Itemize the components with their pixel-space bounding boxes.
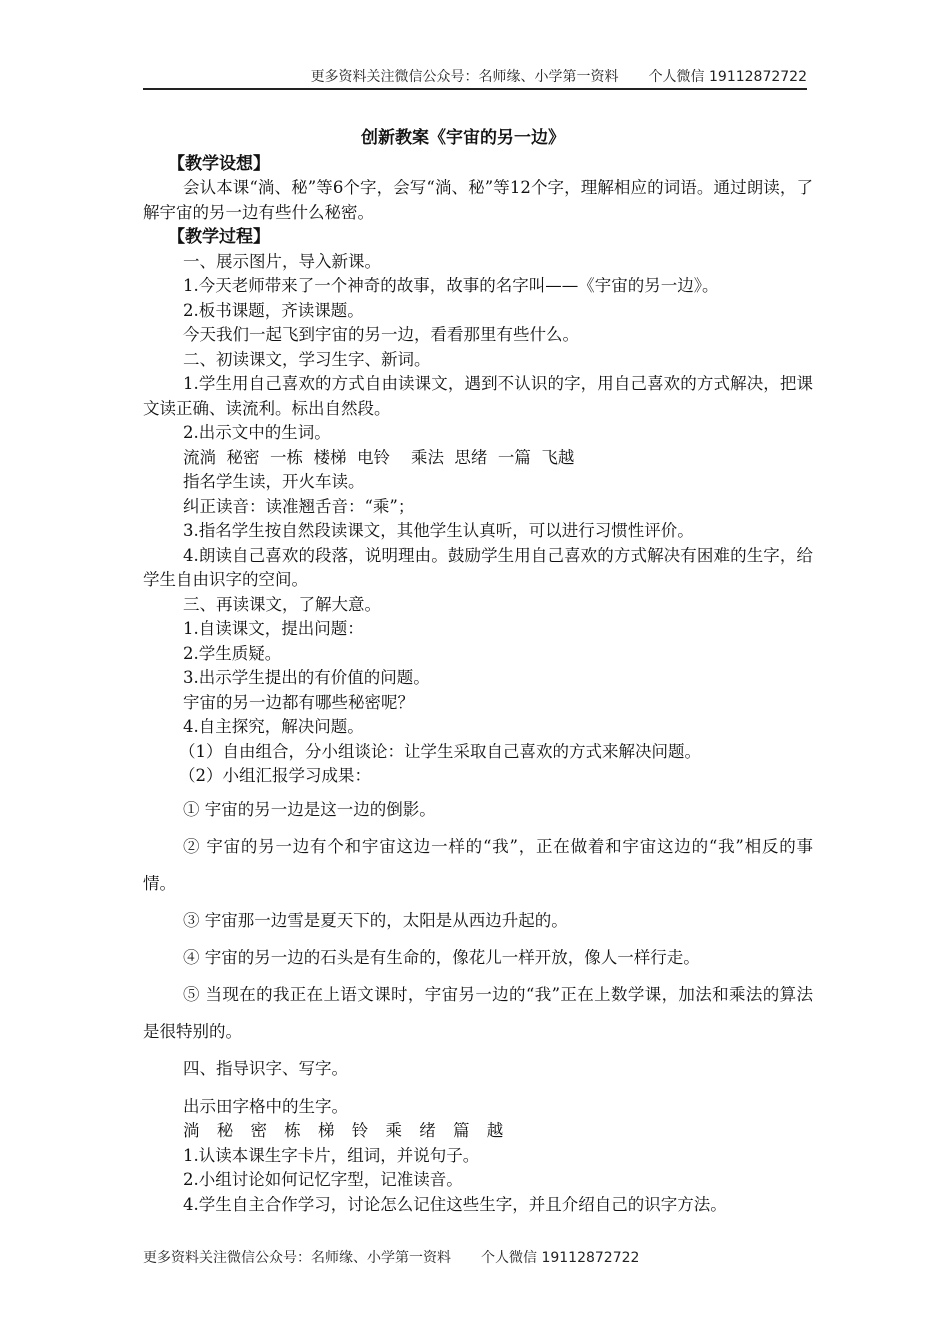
document-body [143,126,813,1217]
process-line: 指名学生读，开火车读。 [183,472,365,491]
character-list: 淌 秘 密 栋 梯 铃 乘 绪 篇 越 [183,1121,507,1140]
tail-line: 2.小组讨论如何记忆字型，记准读音。 [183,1170,463,1189]
process-line: 三、再读课文，了解大意。 [183,594,381,614]
result-item: ② 宇宙的另一边有个和宇宙这边一样的“我”，正在做着和宇宙这边的“我”相反的事情。 [143,836,813,893]
footer-right-text: 个人微信 19112872722 [481,1250,640,1266]
result-item: ① 宇宙的另一边是这一边的倒影。 [183,799,436,819]
process-line: 2.学生质疑。 [183,643,282,663]
process-line: 宇宙的另一边都有哪些秘密呢？ [183,692,414,712]
process-line: 1.学生用自己喜欢的方式自由读课文，遇到不认识的字，用自己喜欢的方式解决，把课文读正确、读流利。标出自然段。 [143,374,813,418]
tail-line: 4.学生自主合作学习，讨论怎么记住这些生字，并且介绍自己的识字方法。 [183,1194,727,1214]
document-title: 创新教案《宇宙的另一边》 [361,128,565,148]
process-line: 今天我们一起飞到宇宙的另一边，看看那里有些什么。 [183,325,579,344]
process-line: 纠正读音：读准翘舌音：“乘”； [183,496,415,516]
process-line: 1.自读课文，提出问题： [183,619,364,638]
process-line: 2.出示文中的生词。 [183,423,331,442]
process-line: 3.指名学生按自然段读课文，其他学生认真听，可以进行习惯性评价。 [183,521,694,540]
process-line: （1）自由组合，分小组谈论：让学生采取自己喜欢的方式来解决问题。 [179,741,701,761]
process-line: 1.今天老师带来了一个神奇的故事，故事的名字叫——《宇宙的另一边》。 [183,276,719,295]
header-right-text: 个人微信 19112872722 [648,69,807,85]
page-footer [143,1247,639,1267]
tail-line: 1.认读本课生字卡片，组词，并说句子。 [183,1145,480,1165]
result-item: ④ 宇宙的另一边的石头是有生命的，像花儿一样开放，像人一样行走。 [183,947,700,967]
process-line: 2.板书课题，齐读课题。 [183,300,364,320]
step-heading: 四、指导识字、写字。 [183,1058,348,1078]
header-divider [143,88,807,90]
process-line: 4.自主探究，解决问题。 [183,717,364,736]
process-line: 3.出示学生提出的有价值的问题。 [183,668,430,687]
section-heading-process: 【教学过程】 [168,227,270,247]
footer-left-text: 更多资料关注微信公众号：名师缘、小学第一资料 [143,1250,451,1266]
design-paragraph: 会认本课“淌、秘”等6个字，会写“淌、秘”等12个字，理解相应的词语。通过朗读，了解宇宙的另一边有些什么秘密。 [143,178,813,222]
process-line: 4.朗读自己喜欢的段落，说明理由。鼓励学生用自己喜欢的方式解决有困难的生字，给学生自由识字的空间。 [143,545,813,589]
vocabulary-line: 流淌 秘密 一栋 楼梯 电铃 乘法 思绪 一篇 飞越 [183,447,575,467]
result-item: ⑤ 当现在的我正在上语文课时，宇宙另一边的“我”正在上数学课，加法和乘法的算法是很特别的。 [143,984,813,1041]
section-heading-design: 【教学设想】 [168,153,270,174]
header-left-text: 更多资料关注微信公众号：名师缘、小学第一资料 [310,69,619,85]
tail-line: 出示田字格中的生字。 [183,1096,348,1116]
process-line: （2）小组汇报学习成果： [179,766,371,785]
page-header [311,66,807,86]
result-item: ③ 宇宙那一边雪是夏天下的，太阳是从西边升起的。 [183,910,568,930]
process-line: 二、初读课文，学习生字、新词。 [183,349,431,369]
process-line: 一、展示图片，导入新课。 [183,251,381,271]
